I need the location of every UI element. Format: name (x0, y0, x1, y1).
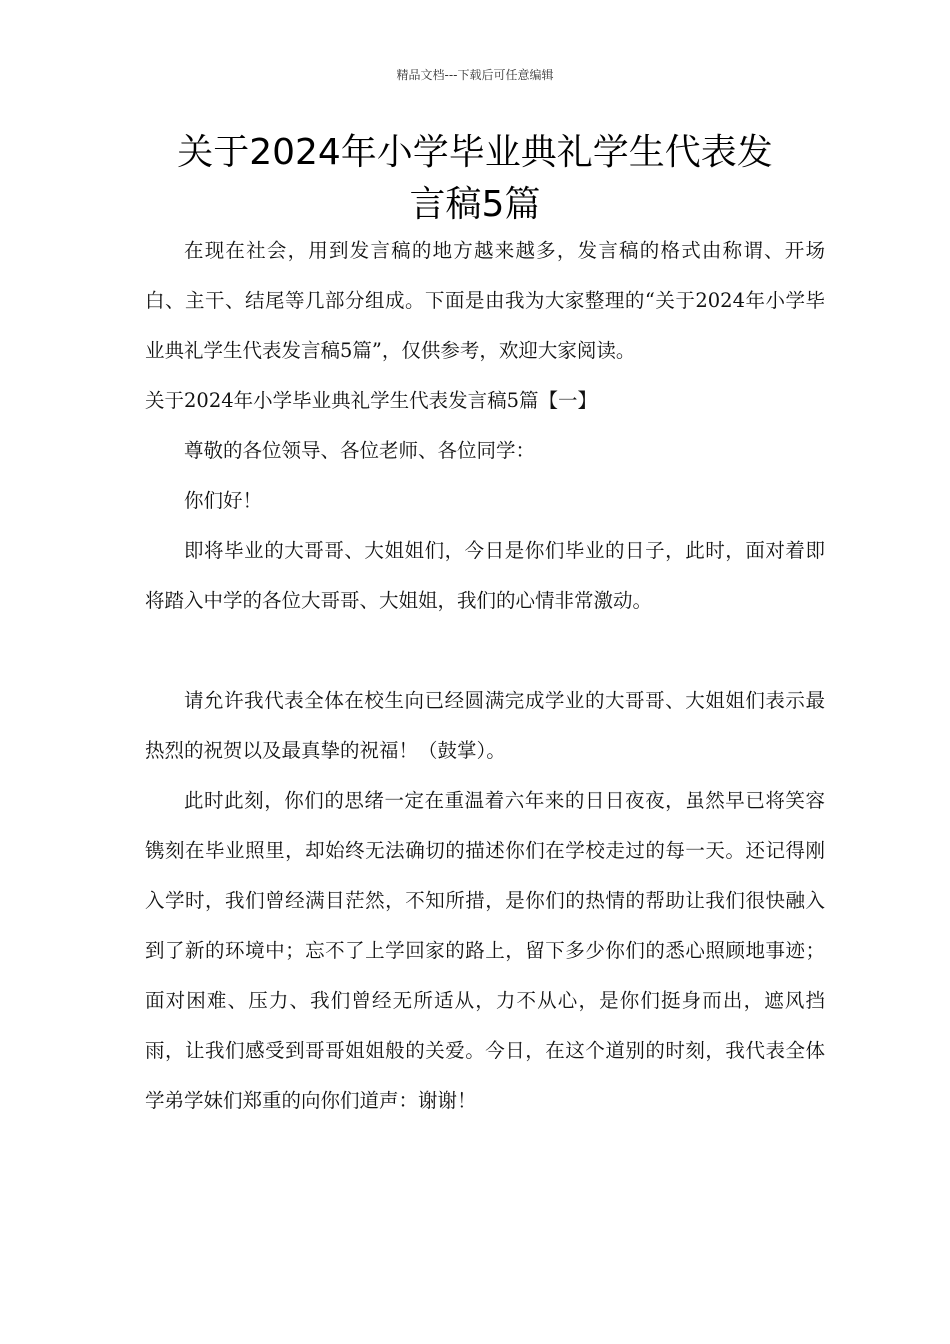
salutation: 尊敬的各位领导、各位老师、各位同学： (184, 439, 536, 462)
section-heading: 关于2024年小学毕业典礼学生代表发言稿5篇【一】 (145, 389, 598, 412)
document-body (145, 226, 825, 1126)
greeting: 你们好！ (184, 489, 263, 512)
body-paragraph: 此时此刻，你们的思绪一定在重温着六年来的日日夜夜，虽然早已将笑容镌刻在毕业照里，却始终无法确切的描述你们在学校走过的每一天。还记得刚入学时，我们曾经满目茫然，不知所措，是你们的热情的帮助让我们很快融入到了新的环境中；忘不了上学回家的路上，留下多少你们的悉心照顾地事迹；面对困难、压力、我们曾经无所适从，力不从心，是你们挺身而出，遮风挡雨，让我们感受到哥哥姐姐般的关爱。今日，在这个道别的时刻，我代表全体学弟学妹们郑重的向你们道声：谢谢！ (145, 789, 825, 1112)
page-header: 精品文档---下载后可任意编辑 (396, 68, 554, 82)
paragraph-spacer (145, 626, 825, 676)
document-title-line-1: 关于2024年小学毕业典礼学生代表发 (177, 132, 773, 173)
body-paragraph: 即将毕业的大哥哥、大姐姐们，今日是你们毕业的日子，此时，面对着即将踏入中学的各位大哥哥、大姐姐，我们的心情非常激动。 (145, 539, 825, 612)
document-title-line-2: 言稿5篇 (409, 184, 541, 225)
body-paragraph: 请允许我代表全体在校生向已经圆满完成学业的大哥哥、大姐姐们表示最热烈的祝贺以及最真挚的祝福！（鼓掌）。 (145, 689, 825, 762)
intro-paragraph: 在现在社会，用到发言稿的地方越来越多，发言稿的格式由称谓、开场白、主干、结尾等几部分组成。下面是由我为大家整理的“关于2024年小学毕业典礼学生代表发言稿5篇”，仅供参考，欢迎大家阅读。 (145, 239, 825, 362)
